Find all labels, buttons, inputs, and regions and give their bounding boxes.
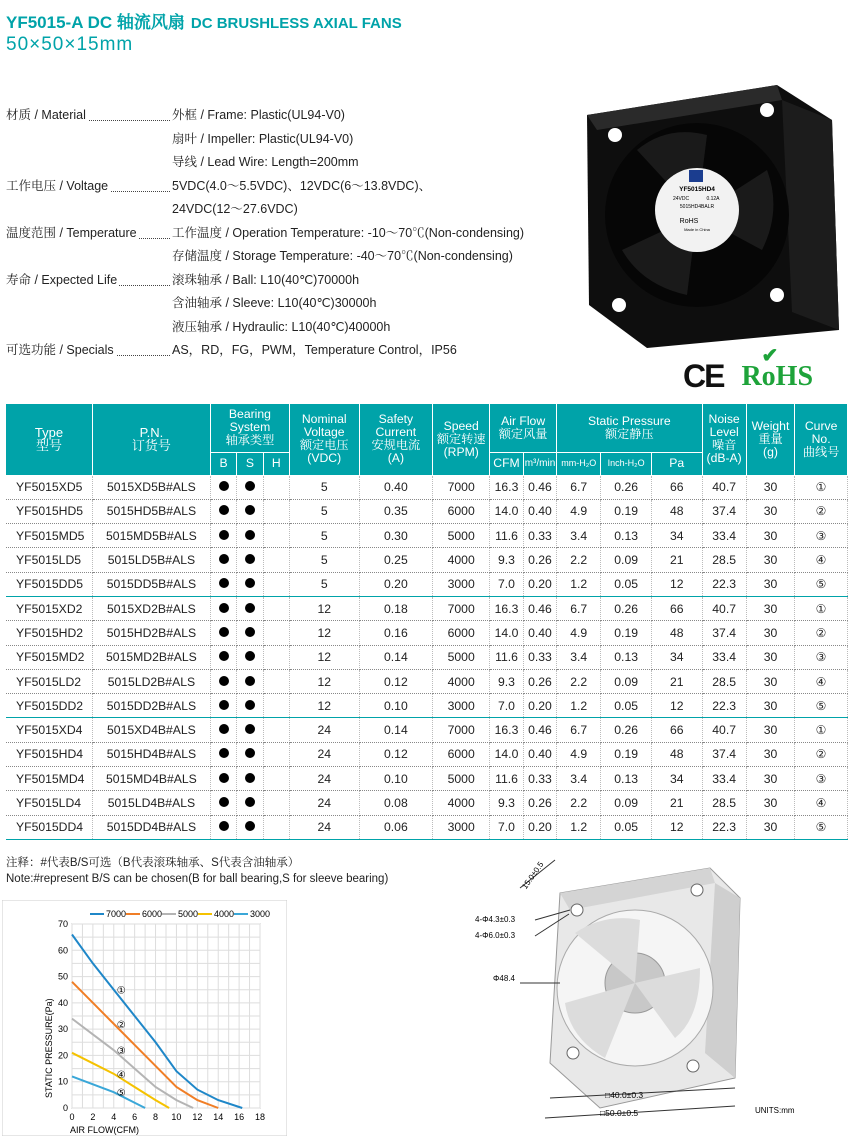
curve-number-label: ① [116, 985, 126, 997]
spec-value: AS，RD，FG，PWM，Temperature Control，IP56 [172, 343, 457, 357]
fan-label-voltage: 24VDC [672, 196, 690, 202]
table-row: YF5015HD2 5015HD2B#ALS 12 0.16 6000 14.0 0.40 4.9 0.19 48 37.4 30 ② [6, 621, 848, 645]
rohs-mark: ✔ RoHS [741, 344, 814, 392]
x-tick-label: 6 [132, 1112, 138, 1122]
size-subtitle: 50×50×15mm [6, 34, 134, 55]
bearing-dot-icon [219, 773, 229, 783]
col-airflow: Air Flow 额定风量 [490, 404, 557, 452]
legend-label: 5000 [178, 909, 199, 919]
spec-label: 材质 / Material [6, 108, 86, 122]
table-row: YF5015XD4 5015XD4B#ALS 24 0.14 7000 16.3 0.46 6.7 0.26 66 40.7 30 ① [6, 718, 848, 742]
table-row: YF5015MD5 5015MD5B#ALS 5 0.30 5000 11.6 0.33 3.4 0.13 34 33.4 30 ③ [6, 524, 848, 548]
spec-label: 可选功能 / Specials [6, 343, 114, 357]
legend-label: 4000 [214, 909, 235, 919]
col-curve: Curve No. 曲线号 [795, 404, 848, 475]
note: 注释：#代表B/S可选（B代表滚珠轴承、S代表含油轴承） Note:#represent B/S can be chosen(B for ball bearing,S for sleeve bearing) [6, 857, 389, 885]
dimension-drawing [465, 848, 850, 1139]
curve-number-label: ④ [116, 1069, 126, 1081]
legend-label: 3000 [250, 909, 271, 919]
spec-label: 温度范围 / Temperature [6, 225, 137, 240]
bearing-dot-icon [245, 505, 255, 515]
spec-value: 液压轴承 / Hydraulic: L10(40℃)40000h [172, 319, 391, 334]
y-axis-label: STATIC PRESSURE(Pa) [44, 998, 54, 1098]
bearing-dot-icon [219, 505, 229, 515]
spec-row [6, 222, 586, 269]
x-tick-label: 18 [254, 1112, 266, 1122]
x-tick-label: 0 [69, 1112, 75, 1122]
spec-list [6, 104, 586, 363]
bearing-dot-icon [245, 797, 255, 807]
curve-number-label: ② [116, 1019, 126, 1031]
col-speed: Speed 额定转速 (RPM) [433, 404, 490, 475]
x-tick-label: 10 [171, 1112, 182, 1122]
bearing-dot-icon [219, 676, 229, 686]
bearing-dot-icon [245, 603, 255, 613]
spec-value: 导线 / Lead Wire: Length=200mm [172, 155, 359, 169]
fan-label-current: 0.12A [706, 196, 720, 202]
spec-label: 寿命 / Expected Life [6, 272, 118, 287]
table-row: YF5015DD2 5015DD2B#ALS 12 0.10 3000 7.0 0.20 1.2 0.05 12 22.3 30 ⑤ [6, 694, 848, 718]
col-noise: Noise Level 噪音 (dB-A) [702, 404, 746, 475]
legend-label: 7000 [106, 909, 127, 919]
col-current: Safety Current 安规电流 (A) [359, 404, 433, 475]
x-tick-label: 4 [111, 1112, 117, 1122]
y-tick-label: 20 [57, 1050, 68, 1061]
y-tick-label: 50 [57, 971, 68, 982]
spec-row [6, 339, 586, 363]
table-row: YF5015DD5 5015DD5B#ALS 5 0.20 3000 7.0 0.20 1.2 0.05 12 22.3 30 ⑤ [6, 572, 848, 596]
dim-hole-pitch: □40.0±0.3 [605, 1090, 644, 1100]
bearing-dot-icon [245, 773, 255, 783]
spec-value: 工作温度 / Operation Temperature: -10～70℃(Non-condensing) [172, 225, 525, 240]
bearing-dot-icon [219, 651, 229, 661]
bearing-dot-icon [245, 748, 255, 758]
curve-number-label: ⑤ [116, 1088, 126, 1100]
y-tick-label: 40 [57, 997, 68, 1008]
bearing-dot-icon [245, 821, 255, 831]
y-tick-label: 30 [57, 1024, 68, 1035]
bearing-dot-icon [219, 627, 229, 637]
y-tick-label: 10 [57, 1076, 68, 1087]
dim-diameter: Φ48.4 [493, 974, 515, 983]
bearing-dot-icon [219, 578, 229, 588]
certifications [683, 344, 814, 395]
spec-row [6, 269, 586, 340]
bearing-dot-icon [245, 481, 255, 491]
bearing-dot-icon [245, 724, 255, 734]
bearing-dot-icon [219, 554, 229, 564]
bearing-dot-icon [219, 821, 229, 831]
bearing-dot-icon [245, 676, 255, 686]
x-tick-label: 8 [153, 1112, 159, 1122]
fan-photo [577, 80, 842, 350]
col-type: Type 型号 [6, 404, 92, 475]
y-tick-label: 70 [57, 919, 68, 929]
fan-label-rohs: RoHS [679, 218, 699, 225]
dim-thickness: 15.0±0.5 [520, 860, 546, 891]
table-row: YF5015LD2 5015LD2B#ALS 12 0.12 4000 9.3 0.26 2.2 0.09 21 28.5 30 ④ [6, 669, 848, 693]
bearing-dot-icon [245, 651, 255, 661]
dim-hole-small: 4-Φ4.3±0.3 [475, 915, 516, 924]
table-row: YF5015DD4 5015DD4B#ALS 24 0.06 3000 7.0 0.20 1.2 0.05 12 22.3 30 ⑤ [6, 815, 848, 839]
spec-value: 含油轴承 / Sleeve: L10(40℃)30000h [172, 296, 377, 310]
bearing-dot-icon [219, 481, 229, 491]
bearing-dot-icon [245, 530, 255, 540]
spec-table: Type 型号 P.N. 订货号 Bearing System 轴承类型 Nominal Voltage 额定电压 (VDC) Safety Current 安规电流 (A) Speed 额定转速 (RPM) Air Flow 额定风量 Static Pressure 额定静压 Noise Level 噪音 (dB-A) Weight 重量 (g) Curve No. 曲线号 B S H CFM m³/min mm-H₂O Inch-H₂O Pa YF5015XD5 5015XD5B#ALS 5 0.40 7000 16.3 0.46 6.7 0.26 66 40.7 30 ① YF5015HD5 5015HD5B#ALS 5 0.35 6000 14.0 0.40 4.9 0.19 48 37.4 30 ② YF5015MD5 5015MD5B#ALS 5 0.30 5000 11.6 0.33 3.4 0.13 34 33.4 30 ③ YF5015LD5 5015LD5B#ALS 5 0.25 4000 9.3 0.26 2.2 0.09 21 28.5 30 ④ YF5015DD5 5015DD5B#ALS 5 0.20 3000 7.0 0.20 1.2 0.05 12 22.3 30 ⑤ YF5015XD2 5015XD2B#ALS 12 0.18 7000 16.3 0.46 6.7 0.26 66 40.7 30 ① YF5015HD2 5015HD2B#ALS 12 0.16 6000 14.0 0.40 4.9 0.19 48 37.4 30 ② YF5015MD2 5015MD2B#ALS 12 0.14 5000 11.6 0.33 3.4 0.13 34 33.4 30 ③ YF5015LD2 5015LD2B#ALS 12 0.12 4000 9.3 0.26 2.2 0.09 21 28.5 30 ④ YF5015DD2 5015DD2B#ALS 12 0.10 3000 7.0 0.20 1.2 0.05 12 22.3 30 ⑤ YF5015XD4 5015XD4B#ALS 24 0.14 7000 16.3 0.46 6.7 0.26 66 40.7 30 ① YF5015HD4 5015HD4B#ALS 24 0.12 6000 14.0 0.40 4.9 0.19 48 37.4 30 ② YF5015MD4 5015MD4B#ALS 24 0.10 5000 11.6 0.33 3.4 0.13 34 33.4 30 ③ YF5015LD4 5015LD4B#ALS 24 0.08 4000 9.3 0.26 2.2 0.09 21 28.5 30 ④ YF5015DD4 5015DD4B#ALS 24 0.06 3000 7.0 0.20 1.2 0.05 12 22.3 30 ⑤ [6, 404, 848, 840]
bearing-dot-icon [245, 578, 255, 588]
col-weight: Weight 重量 (g) [746, 404, 794, 475]
check-icon: ✔ [761, 344, 779, 367]
x-tick-label: 16 [234, 1112, 245, 1122]
table-row: YF5015LD5 5015LD5B#ALS 5 0.25 4000 9.3 0.26 2.2 0.09 21 28.5 30 ④ [6, 548, 848, 572]
spec-value: 存储温度 / Storage Temperature: -40～70℃(Non-condensing) [172, 249, 513, 263]
y-tick-label: 0 [62, 1103, 68, 1113]
x-tick-label: 12 [192, 1112, 203, 1122]
fan-label-model: YF5015HD4 [679, 186, 715, 193]
table-row: YF5015LD4 5015LD4B#ALS 24 0.08 4000 9.3 0.26 2.2 0.09 21 28.5 30 ④ [6, 791, 848, 815]
page-title: YF5015-A DC 轴流风扇 DC BRUSHLESS AXIAL FANS [6, 13, 402, 32]
x-tick-label: 14 [213, 1112, 224, 1122]
spec-label: 工作电压 / Voltage [6, 178, 109, 193]
pq-chart [2, 900, 287, 1136]
y-tick-label: 60 [57, 945, 68, 956]
fan-label-pn: 5015HD4BALR [679, 204, 715, 210]
table-row: YF5015HD4 5015HD4B#ALS 24 0.12 6000 14.0 0.40 4.9 0.19 48 37.4 30 ② [6, 742, 848, 766]
bearing-dot-icon [245, 627, 255, 637]
table-row: YF5015XD2 5015XD2B#ALS 12 0.18 7000 16.3 0.46 6.7 0.26 66 40.7 30 ① [6, 596, 848, 620]
bearing-dot-icon [219, 797, 229, 807]
spec-value: 扇叶 / Impeller: Plastic(UL94-V0) [172, 131, 354, 146]
table-row: YF5015HD5 5015HD5B#ALS 5 0.35 6000 14.0 0.40 4.9 0.19 48 37.4 30 ② [6, 499, 848, 523]
bearing-dot-icon [219, 603, 229, 613]
dim-frame-size: □50.0±0.5 [600, 1108, 639, 1118]
curve-number-label: ③ [116, 1046, 126, 1058]
spec-value: 5VDC(4.0～5.5VDC)、12VDC(6～13.8VDC)、 [172, 178, 432, 193]
bearing-dot-icon [219, 700, 229, 710]
bearing-dot-icon [245, 554, 255, 564]
bearing-dot-icon [219, 724, 229, 734]
table-row: YF5015XD5 5015XD5B#ALS 5 0.40 7000 16.3 0.46 6.7 0.26 66 40.7 30 ① [6, 475, 848, 499]
table-row: YF5015MD2 5015MD2B#ALS 12 0.14 5000 11.6 0.33 3.4 0.13 34 33.4 30 ③ [6, 645, 848, 669]
legend-label: 6000 [142, 909, 163, 919]
col-static: Static Pressure 额定静压 [557, 404, 702, 452]
fan-label-made: Made in China [684, 227, 710, 232]
col-pn: P.N. 订货号 [92, 404, 210, 475]
table-row: YF5015MD4 5015MD4B#ALS 24 0.10 5000 11.6 0.33 3.4 0.13 34 33.4 30 ③ [6, 767, 848, 791]
spec-value: 外框 / Frame: Plastic(UL94-V0) [172, 108, 345, 122]
col-voltage: Nominal Voltage 额定电压 (VDC) [289, 404, 359, 475]
x-axis-label: AIR FLOW(CFM) [70, 1125, 139, 1135]
spec-row [6, 104, 586, 175]
dim-hole-large: 4-Φ6.0±0.3 [475, 931, 516, 940]
units-label: UNITS:mm [755, 1106, 795, 1115]
bearing-dot-icon [245, 700, 255, 710]
spec-value: 24VDC(12～27.6VDC) [172, 202, 298, 216]
bearing-dot-icon [219, 530, 229, 540]
spec-row [6, 175, 586, 222]
col-bearing: Bearing System 轴承类型 [210, 404, 289, 452]
bearing-dot-icon [219, 748, 229, 758]
x-tick-label: 2 [90, 1112, 96, 1122]
ce-mark: CE [683, 358, 724, 394]
spec-value: 滚珠轴承 / Ball: L10(40℃)70000h [172, 272, 360, 287]
